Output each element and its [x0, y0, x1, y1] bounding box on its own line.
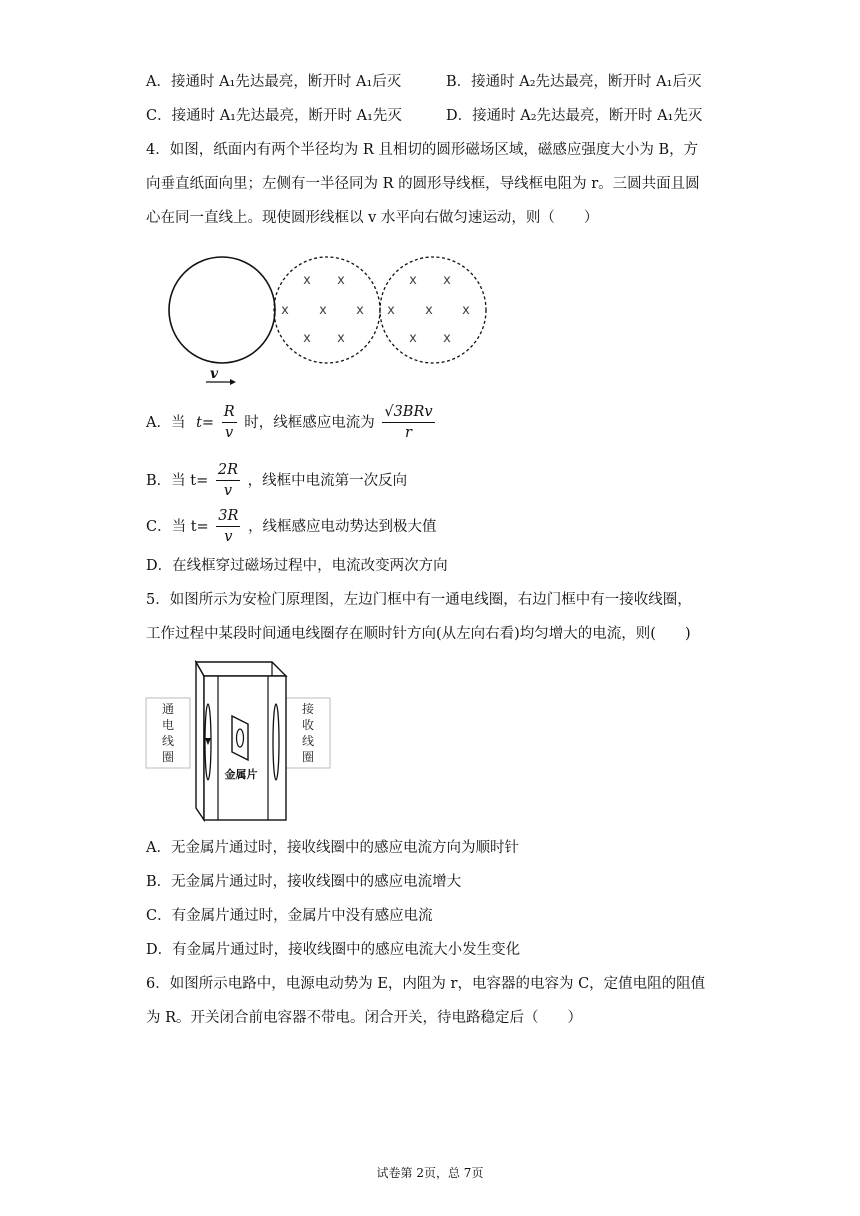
field-mark: x [337, 331, 345, 346]
field-mark: x [409, 273, 417, 288]
q6-stem-line-1: 6．如图所示电路中，电源电动势为 E，内阻为 r，电容器的电容为 C，定值电阻的阻值 [146, 976, 706, 992]
q4-stem-line-2: 向垂直纸面向里；左侧有一半径同为 R 的圆形导线框，导线框电阻为 r。三圆共面且圆 [146, 176, 700, 192]
q5-option-b: B．无金属片通过时，接收线圈中的感应电流增大 [146, 874, 462, 890]
q6-stem-line-2: 为 R。开关闭合前电容器不带电。闭合开关，待电路稳定后（ ） [146, 1010, 583, 1026]
q3-option-a: A．接通时 A₁先达最亮，断开时 A₁后灭 [146, 74, 402, 90]
q5-stem-line-2: 工作过程中某段时间通电线圈存在顺时针方向(从左向右看)均匀增大的电流，则( ) [146, 626, 691, 642]
field-mark: x [425, 303, 433, 318]
fraction-r-over-v: $\frac{R}{v}$ [223, 404, 235, 441]
q4-option-c: C．当 t= $\frac{3R}{v}$ ，线框感应电动势达到极大值 [146, 508, 437, 545]
q5-option-c: C．有金属片通过时，金属片中没有感应电流 [146, 908, 433, 924]
q4-figure [160, 248, 500, 392]
wire-frame-circle [169, 257, 275, 363]
q4-option-a: A．当 t= $\frac{R}{v}$ 时，线框感应电流为 $\frac{\text{√3BRv}}{r}$ [146, 404, 433, 441]
receive-coil-label: 接 收 线 圈 [301, 702, 314, 764]
field-mark: x [443, 331, 451, 346]
q4-stem-line-1: 4．如图，纸面内有两个半径均为 R 且相切的圆形磁场区域，磁感应强度大小为 B，方 [146, 142, 699, 158]
gate-left-post [196, 662, 204, 820]
q3-option-c: C．接通时 A₁先达最亮，断开时 A₁先灭 [146, 108, 402, 124]
q5-option-a: A．无金属片通过时，接收线圈中的感应电流方向为顺时针 [146, 840, 519, 856]
fraction-2r-over-v: $\frac{2R}{v}$ [217, 462, 239, 499]
magnetic-field-region-2 [380, 257, 486, 363]
field-mark: x [409, 331, 417, 346]
field-mark: x [443, 273, 451, 288]
field-mark: x [303, 331, 311, 346]
field-mark: x [337, 273, 345, 288]
magnetic-field-region-1 [274, 257, 380, 363]
velocity-arrowhead-icon [230, 379, 236, 385]
field-mark: x [356, 303, 364, 318]
q4-option-d: D．在线框穿过磁场过程中，电流改变两次方向 [146, 558, 448, 574]
velocity-label: v [210, 366, 219, 382]
metal-plate-label: 金属片 [224, 768, 258, 781]
q4-option-b: B．当 t= $\frac{2R}{v}$ ，线框中电流第一次反向 [146, 462, 408, 499]
q3-option-b: B．接通时 A₂先达最亮，断开时 A₁后灭 [446, 74, 702, 90]
field-mark: x [303, 273, 311, 288]
transmit-coil-label: 通 电 线 圈 [161, 702, 174, 764]
field-mark: x [319, 303, 327, 318]
field-mark: x [387, 303, 395, 318]
q5-stem-line-1: 5．如图所示为安检门原理图，左边门框中有一通电线圈，右边门框中有一接收线圈， [146, 592, 692, 608]
q3-option-d: D．接通时 A₂先达最亮，断开时 A₁先灭 [446, 108, 703, 124]
field-mark: x [281, 303, 289, 318]
q4-stem-line-3: 心在同一直线上。现使圆形线框以 v 水平向右做匀速运动，则（ ） [146, 210, 599, 226]
page-footer: 试卷第 2页，总 7页 [376, 1166, 484, 1180]
q5-option-d: D．有金属片通过时，接收线圈中的感应电流大小发生变化 [146, 942, 521, 958]
fraction-3r-over-v: $\frac{3R}{v}$ [218, 508, 239, 545]
field-mark: x [462, 303, 470, 318]
fraction-current: $\frac{\text{√3BRv}}{r}$ [384, 404, 433, 441]
metal-plate-icon [232, 716, 248, 760]
